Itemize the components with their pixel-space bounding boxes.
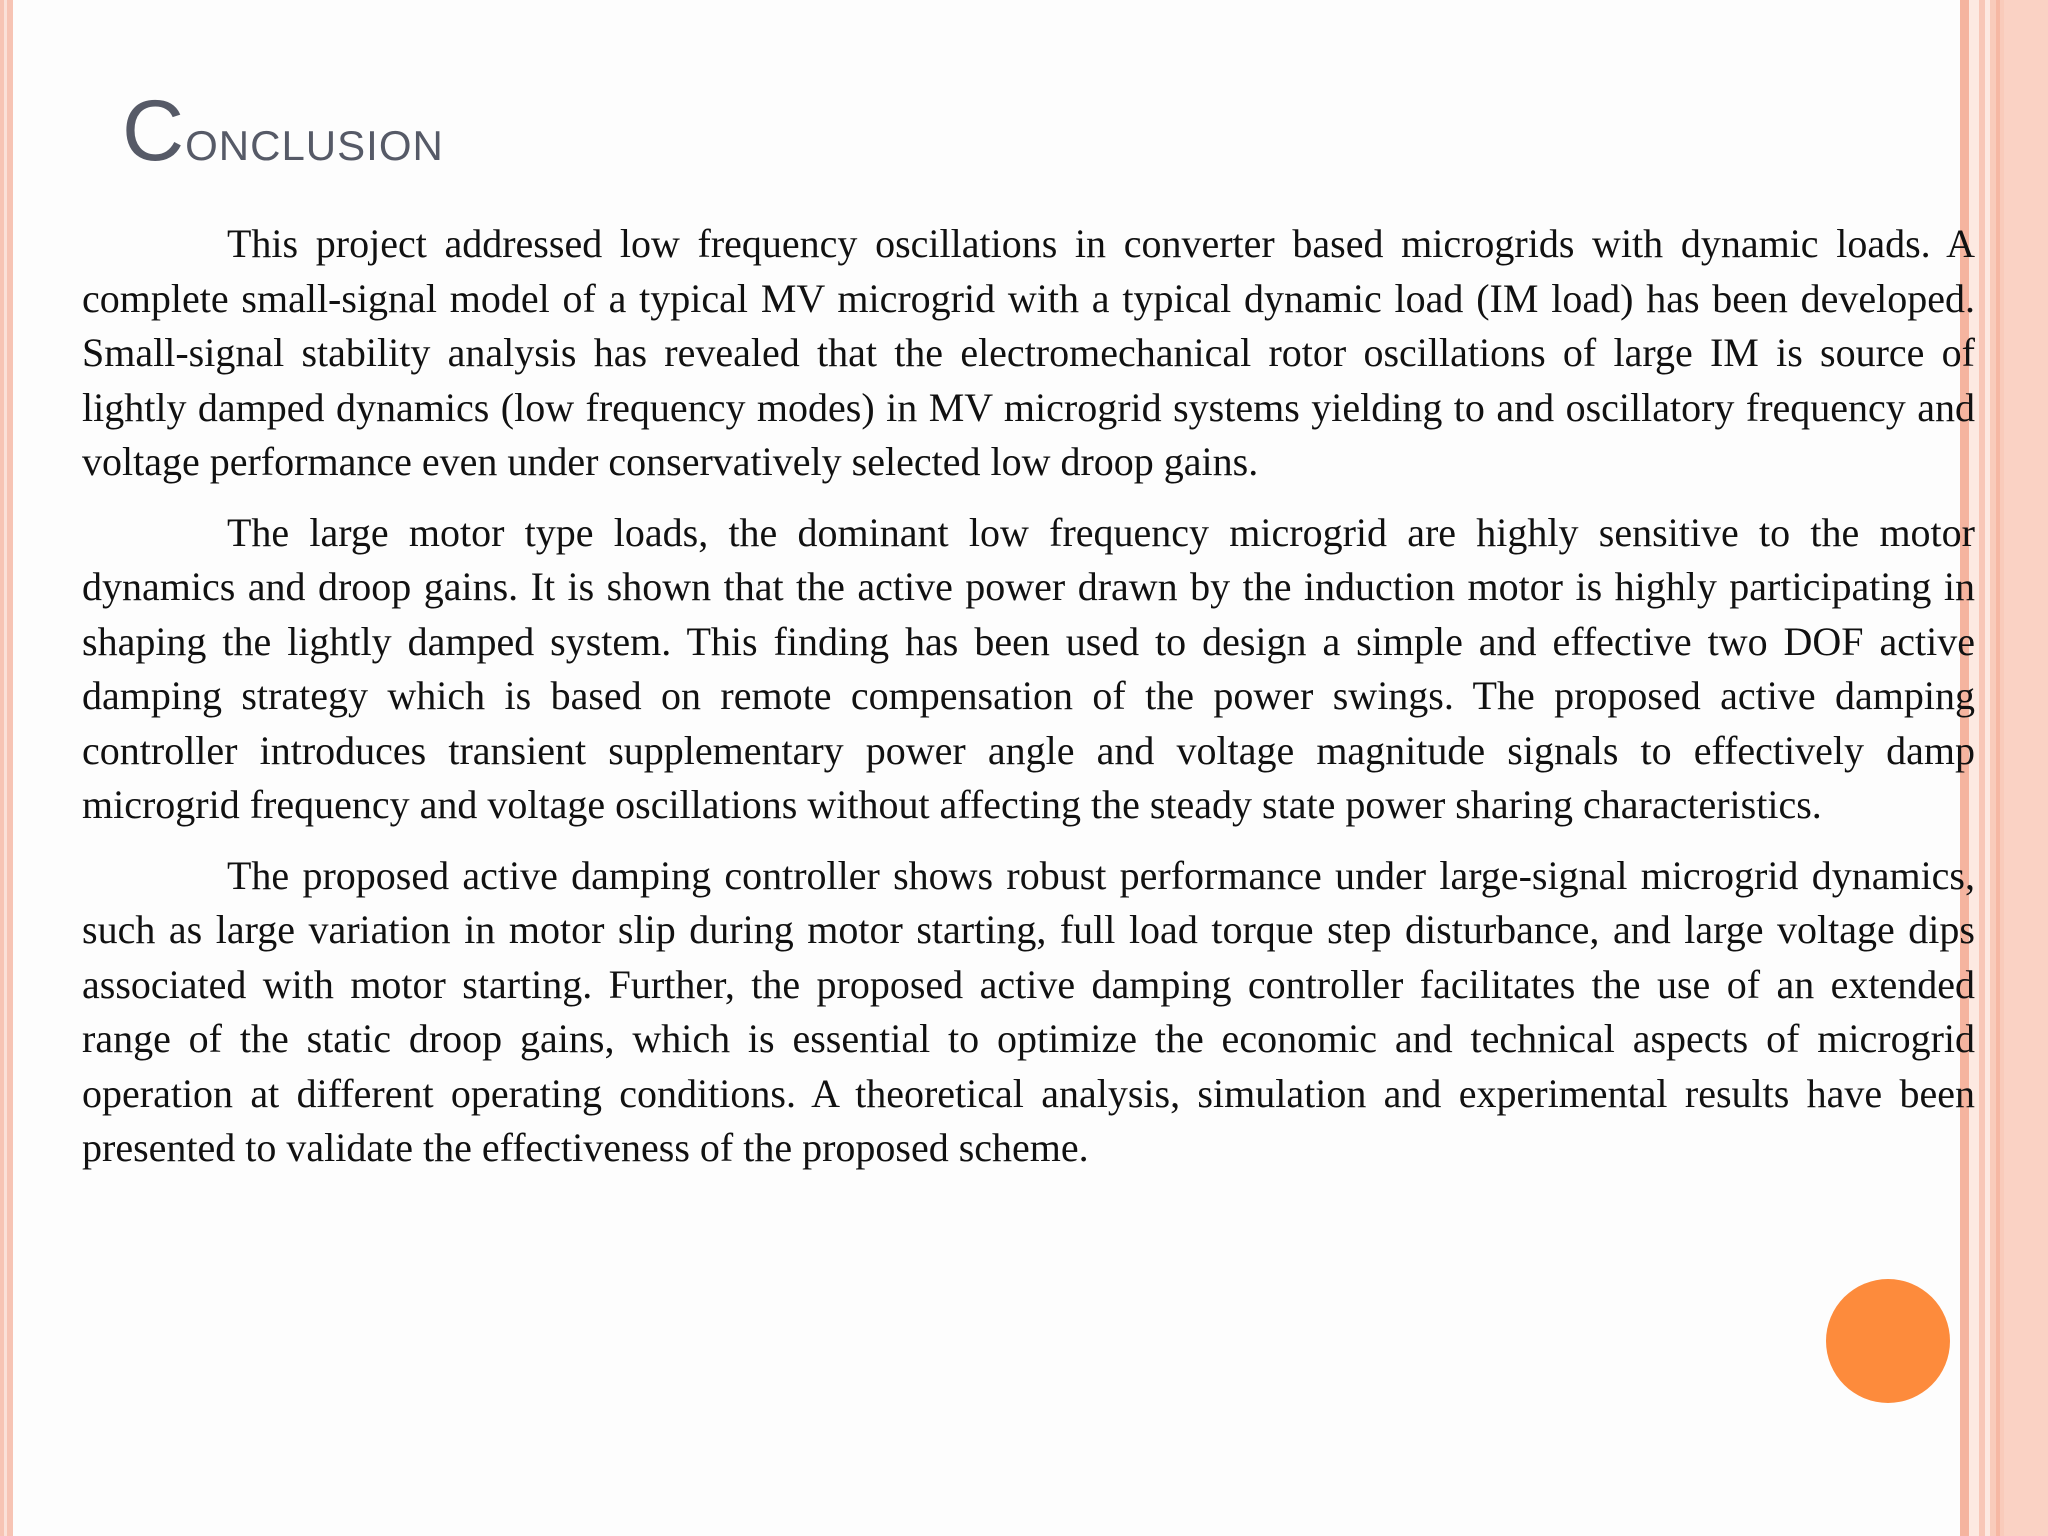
slide-body — [82, 217, 1975, 1192]
paragraph-2: The large motor type loads, the dominant low frequency microgrid are highly sensitive to the motor dynamics and droop gains. It is shown that the active power drawn by the induction motor is highly participating in shaping the lightly damped system. This finding has been used to design a simple and effective two DOF active damping strategy which is based on remote compensation of the power swings. The proposed active damping controller introduces transient supplementary power angle and voltage magnitude signals to effectively damp microgrid frequency and voltage oscillations without affecting the steady state power sharing characteristics. — [82, 509, 1975, 827]
paragraph-1: This project addressed low frequency oscillations in converter based microgrids with dynamic loads. A complete small-signal model of a typical MV microgrid with a typical dynamic load (IM load) has been developed. Small-signal stability analysis has revealed that the electromechanical rotor oscillations of large IM is source of lightly damped dynamics (low frequency modes) in MV microgrid systems yielding to and oscillatory frequency and voltage performance even under conservatively selected low droop gains. — [82, 221, 1975, 484]
border-stripe — [1996, 0, 2000, 1536]
orange-circle-decoration — [1826, 1279, 1950, 1403]
left-border-decoration — [0, 0, 13, 1536]
paragraph-3: The proposed active damping controller shows robust performance under large-signal microgrid dynamics, such as large variation in motor slip during motor starting, full load torque step disturbance, and large voltage dips associated with motor starting. Further, the proposed active damping controller facilitates the use of an extended range of the static droop gains, which is essential to optimize the economic and technical aspects of microgrid operation at different operating conditions. A theoretical analysis, simulation and experimental results have been presented to validate the effectiveness of the proposed scheme. — [82, 852, 1975, 1170]
slide-title: Conclusion — [122, 83, 444, 179]
border-stripe — [2004, 0, 2048, 1536]
